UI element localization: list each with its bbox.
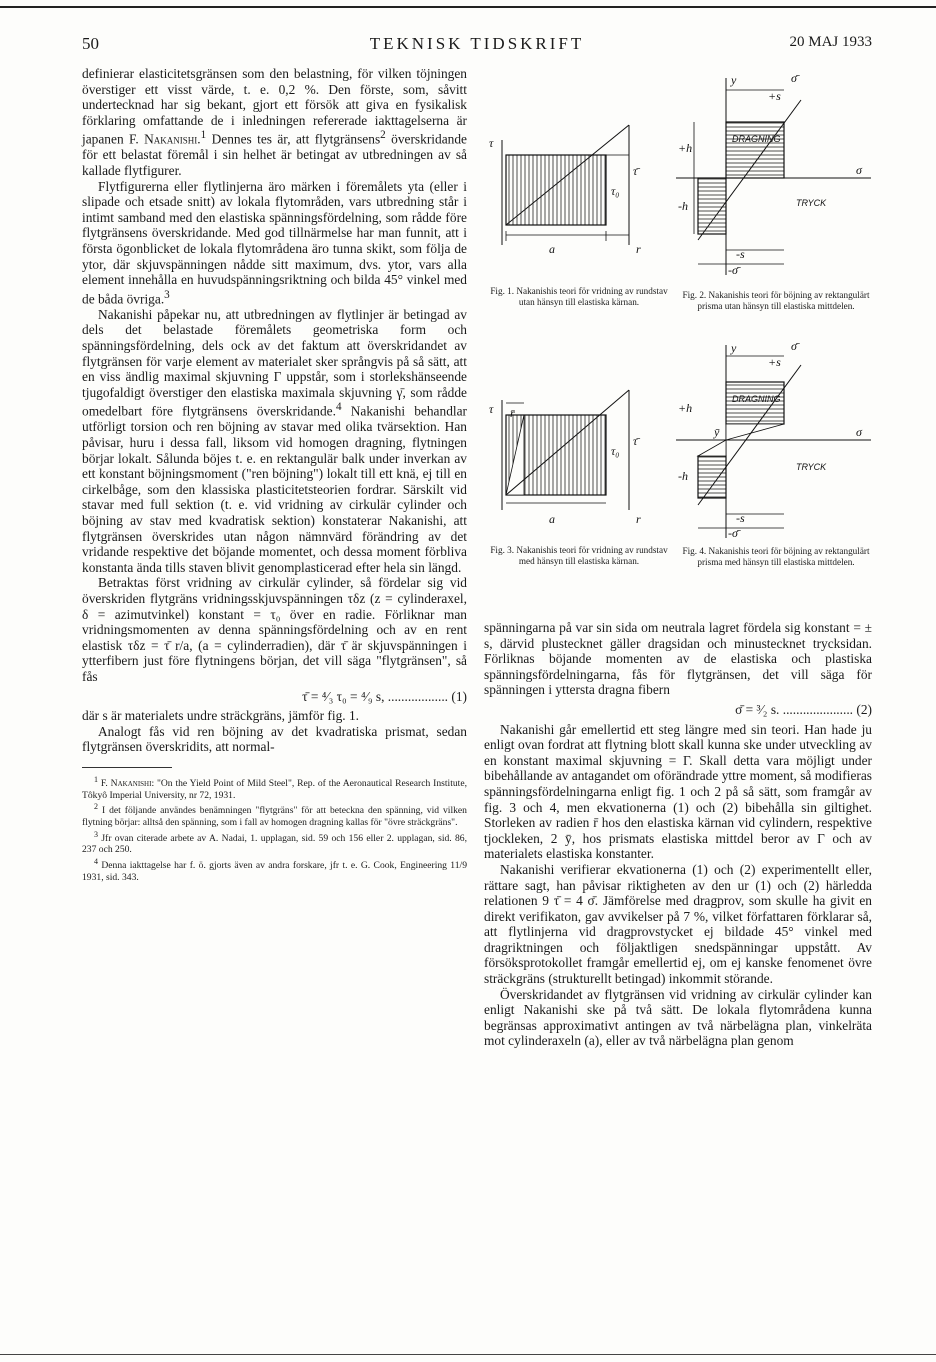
paragraph-5: där s är materialets undre sträckgräns, jämför fig. 1. xyxy=(82,708,360,724)
fig2-label-h2: -h xyxy=(678,199,688,213)
fig4-label-sigbar: σ̄ xyxy=(791,340,797,353)
right-paragraph-1: spänningarna på var sin sida om neutrala lagret fördela sig konstant = ± s, därvid plustecknet gäller dragsidan och minustecknet trycksidan. Förliknas böjande momenten av de elastiska och plastiska spänningsfördelningarna, fås för flytgränsen, det vill säga för spänningen i yttersta dragna fibern xyxy=(484,620,872,698)
figure-2-caption: Fig. 2. Nakanishis teori för böjning av rektangulärt prisma utan hänsyn till elastiska mittdelen. xyxy=(682,290,870,311)
fig1-label-r: r xyxy=(636,242,641,256)
equation-2: σ̄ = ³⁄₂ s. ..................... (2) xyxy=(735,701,872,717)
paragraph-4: Betraktas först vridning av cirkulär cylinder, så fördelar sig vid överskriden flytgräns vridningsskjuvspänningen τδz (z = cylinderaxel, δ = azimutvinkel) konstant = τ₀ över en radie. Förliknar man vridningsmomenten av denna spänningsfördelning och av en rent elastisk τδz = τ̄ r/a, (a = cylinderradien), där τ̄ är skjuvspänningen i ytterfibern just före flytningens början, det vill säga "flytgränsen", så fås xyxy=(82,575,467,684)
fig3-label-tau: τ xyxy=(489,402,494,416)
issue-date: 20 MAJ 1933 xyxy=(789,34,872,50)
right-paragraph-4: Överskridandet av flytgränsen vid vridning av cirkulär cylinder kan enligt Nakanishi ske på två sätt. De lokala flytområdena kunna begränsas approximativt antingen av två närbelägna plan, vinkelräta mot cylinderaxeln (a), eller av två närbelägna plan genom xyxy=(484,986,872,1049)
fig1-label-a: a xyxy=(549,242,555,256)
page-number: 50 xyxy=(82,34,99,53)
footnote-1: $^1$ F. Nakanishi: "On the Yield Point of Mild Steel", Rep. of the Aeronautical Research Institute, Tôkyô Imperial University, nr 72, 1931. xyxy=(82,774,467,801)
fig2-label-sigma: σ xyxy=(856,163,862,177)
fig2-label-drag: DRAGNING xyxy=(732,134,781,144)
fig3-label-taub: τ̄ xyxy=(633,434,638,448)
right-paragraph-2: Nakanishi går emellertid ett steg längre med sin teori. Han hade ju enligt ovan fordrat att flytning blott skall kunna ske under utveckling av en konstant maximal skjuvning = Γ. Skall detta vara möjligt under bibehållande av antagandet om oförändrade yttre moment, så modifieras spänningsfördelningarna enligt fig. 1 och 2 på så sätt, som framgår av fig. 3 och 4, men ekvationerna (1) och (2) bibehålla sin giltighet. Storleken av radien r̄ hos den elastiska kärnan vid cylindern, respektive tjockleken, 2 ȳ, hos prismats elastiska mittdel beror av Γ och av materialets elastiska konstanter. xyxy=(484,721,872,862)
page-header xyxy=(82,34,872,58)
fig4-label-h1: +h xyxy=(678,401,693,415)
fig2-tension-block xyxy=(726,122,784,178)
fig4-label-plus-s: +s xyxy=(768,355,781,369)
journal-title: TEKNISK TIDSKRIFT xyxy=(369,34,585,53)
fig2-compression-block xyxy=(698,178,726,234)
fig4-label-ybar: ȳ xyxy=(714,425,720,439)
fig4-label-h2: -h xyxy=(678,469,688,483)
fig1-stress-block xyxy=(506,155,606,225)
fig2-label-minus-s: -s xyxy=(736,247,745,261)
equation-1: τ̄ = ⁴⁄₃ τ₀ = ⁴⁄₉ s, .................. (1) xyxy=(302,688,467,704)
fig4-compression-block xyxy=(698,456,726,498)
paragraph-1: definierar elasticitetsgränsen som den belastning, för vilken töjningen överstiger ett visst värde, t. e. 0,2 %. Den förste, som, såvitt undertecknad har sig bekant, gjort ett försök att giva en fysikalisk förklaring omfattande de i inledningen refererade iakttagelserna är japanen F. Nakanishi.$^1$ Dennes tes är, att flytgränsens$^2$ överskridande för ett belastat föremål i sin helhet är betingat av utbredningen av så kallade flytfigurer. xyxy=(82,66,467,179)
fig1-label-taubar: τ̄ xyxy=(633,164,638,178)
fig4-elastic-mid-bottom xyxy=(698,440,726,456)
fig4-label-sigma: σ xyxy=(856,425,862,439)
fig2-label-minus-sig: -σ̄ xyxy=(728,263,738,277)
figure-1-caption: Fig. 1. Nakanishis teori för vridning av rundstav utan hänsyn till elastiska kärnan. xyxy=(490,286,668,307)
right-column xyxy=(484,620,872,1049)
fig4-label-minus-s: -s xyxy=(736,511,745,525)
fig2-label-h1: +h xyxy=(678,141,693,155)
right-paragraph-3: Nakanishi verifierar ekvationerna (1) och (2) experimentellt eller, rättare sagt, han påvisar riktigheten av den ur (1) och (2) härledda relationen 9 τ̄ = 4 σ̄. Jämförelse med dragprov, som skulle ha givit en direkt verifikaton, gav avvikelser på 7 %, vilket författaren förklarar så, att flytlinjerna vid dragprovstycket ej bildade 45° vinkel med dragriktningen och följaktligen snedspänningar uppstått. Av försöksprotokollet framgår emellertid ej, om ej kanske fenomenet övre sträckgräns (strukturellt betingad) inkommit störande. xyxy=(484,861,872,987)
figure-1 xyxy=(484,95,674,275)
paragraph-3: Nakanishi påpekar nu, att utbredningen av flytlinjer är betingad av dels det belastade föremålets geometriska form och spänningsfördelning, dels ock av det faktum att överskridandet av flytgränsen för varje element av materialet sker språngvis på så sätt, att en viss ändlig maximal skjuvning Γ uppstår, som i storlekshänseende tjugofaldigt överstiger den elastiska maximala skjuvning γ̄, som rådde omedelbart före flytgränsens överskridande.$^4$ Nakanishi behandlar utförligt torsion och ren böjning av stavar med olika tvärsektion. Han påvisar, huru i dessa fall, liksom vid homogen dragning, flytningen börjar lokalt. Sålunda böjes t. e. en rektangulär balk under inverkan av ett konstant böjningsmoment ("ren böjning") lokalt till ett knä, ej till en cirkelbåge, som den klassiska plasticitetsteorien fordrar. Särskilt vid stavar med full sektion (t. e. vid vridning av cirkulär cylinder och böjning av stav med kvadratisk sektion) konstaterar Nakanishi, att flytgränsen överskrides utan någon nämnvärd förändring av det vridande respektive det böjande momentet, och dessa moment förbliva konstanta ända tills staven blivit genomplasticerad efter hela sin längd. xyxy=(82,306,468,575)
fig2-label-plus-s: +s xyxy=(768,89,781,103)
fig3-label-rbar: r̄ xyxy=(510,406,515,420)
footnote-rule xyxy=(82,767,172,768)
figure-4 xyxy=(676,340,876,540)
fig4-label-y: y xyxy=(731,341,737,355)
figure-3 xyxy=(484,385,674,535)
fig4-elastic-mid-top xyxy=(726,424,784,440)
fig4-label-drag: DRAGNING xyxy=(732,394,781,404)
left-column xyxy=(82,66,467,883)
fig1-label-tau0: τ₀ xyxy=(611,184,620,198)
fig3-label-a: a xyxy=(549,512,555,526)
fig2-label-y: y xyxy=(731,73,737,87)
footnote-4: $^4$ Denna iakttagelse har f. ö. gjorts även av andra forskare, jfr t. e. G. Cook, Engineering 11/9 1931, sid. 343. xyxy=(82,857,468,883)
fig4-label-minus-sig: -σ̄ xyxy=(728,526,738,540)
bottom-rule xyxy=(0,1354,936,1355)
fig3-label-tau0: τ₀ xyxy=(611,444,620,458)
fig2-label-sigbar: σ̄ xyxy=(791,71,797,85)
figure-4-caption: Fig. 4. Nakanishis teori för böjning av rektangulärt prisma med hänsyn till elastiska mittdelen. xyxy=(682,546,870,567)
top-rule xyxy=(0,6,936,8)
fig3-label-r: r xyxy=(636,512,641,526)
fig2-label-tryck: TRYCK xyxy=(796,198,827,208)
figure-2 xyxy=(676,70,876,280)
footnote-2: $^2$ I det följande användes benämningen "flytgräns" för att beteckna den spänning, vid vilken flytning börjar: alltså den spänning, som i fall av homogen dragning kallas för "övre sträckgräns". xyxy=(82,802,467,829)
paragraph-6: Analogt fås vid ren böjning av det kvadratiska prismat, sedan flytgränsen överskridits, att normal- xyxy=(82,723,467,755)
figure-3-caption: Fig. 3. Nakanishis teori för vridning av rundstav med hänsyn till elastiska kärnan. xyxy=(490,545,668,566)
footnote-3: $^3$ Jfr ovan citerade arbete av A. Nadai, 1. upplagan, sid. 59 och 156 eller 2. upplagan, sid. 86, 237 och 250. xyxy=(82,829,467,856)
fig4-label-tryck: TRYCK xyxy=(796,462,827,472)
fig2-elastic-line xyxy=(698,100,801,240)
paragraph-2: Flytfigurerna eller flytlinjerna äro märken i föremålets yta (eller i slipade och etsade snitt) av lokala flytområden, vars utbredning står i intimt samband med den elastiska spänningsfördelning, som rådde före flytgränsens överskridande. Med god tillnärmelse har man funnit, att i första ögonblicket de lokala flytområdena äro tunna skikt, som följa de ytor, där skjuvspänningen nådde sitt maximum, dvs. ytor, vars alla element innehålla en huvudspänningsriktning och bilda 45° vinkel med de båda övriga.$^3$ xyxy=(82,178,467,307)
fig1-label-tau: τ xyxy=(489,136,494,150)
